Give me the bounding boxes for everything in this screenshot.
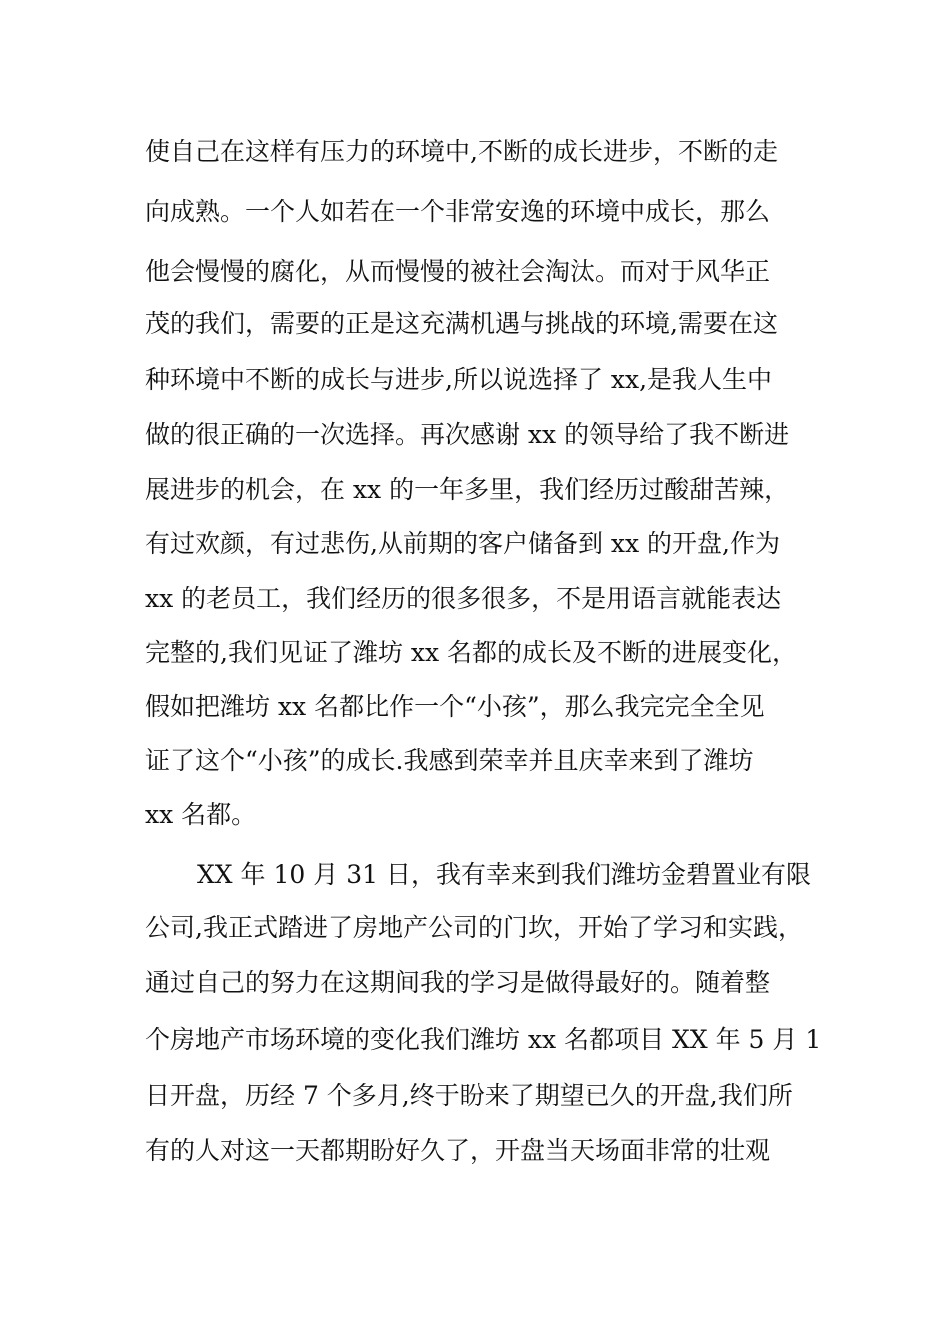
text-line: 日开盘，历经 7 个多月,终于盼来了期望已久的开盘,我们所 <box>145 1081 793 1110</box>
text-line: 个房地产市场环境的变化我们潍坊 xx 名都项目 XX 年 5 月 1 <box>145 1025 822 1054</box>
text-line: 完整的,我们见证了潍坊 xx 名都的成长及不断的进展变化， <box>145 638 798 667</box>
text-line: 做的很正确的一次选择。再次感谢 xx 的领导给了我不断进 <box>145 420 790 449</box>
text-line: xx 的老员工，我们经历的很多很多，不是用语言就能表达 <box>145 584 782 613</box>
text-line: 使自己在这样有压力的环境中,不断的成长进步，不断的走 <box>145 137 778 166</box>
text-line: 通过自己的努力在这期间我的学习是做得最好的。随着整 <box>145 968 771 997</box>
text-line: 茂的我们，需要的正是这充满机遇与挑战的环境,需要在这 <box>145 309 778 338</box>
text-line: XX 年 10 月 31 日，我有幸来到我们潍坊金碧置业有限 <box>197 860 811 889</box>
text-line: 假如把潍坊 xx 名都比作一个“小孩”，那么我完完全全见 <box>145 692 765 721</box>
text-line: 他会慢慢的腐化，从而慢慢的被社会淘汰。而对于风华正 <box>145 257 771 286</box>
text-line: 有的人对这一天都期盼好久了，开盘当天场面非常的壮观 <box>145 1136 771 1165</box>
text-line: 种环境中不断的成长与进步,所以说选择了 xx,是我人生中 <box>145 365 773 394</box>
text-line: 证了这个“小孩”的成长.我感到荣幸并且庆幸来到了潍坊 <box>145 746 754 775</box>
text-line: 向成熟。一个人如若在一个非常安逸的环境中成长，那么 <box>145 197 771 226</box>
text-line: 有过欢颜，有过悲伤,从前期的客户储备到 xx 的开盘,作为 <box>145 529 780 558</box>
text-line: xx 名都。 <box>145 800 257 829</box>
text-line: 公司,我正式踏进了房地产公司的门坎，开始了学习和实践， <box>145 913 803 942</box>
text-line: 展进步的机会，在 xx 的一年多里，我们经历过酸甜苦辣， <box>145 475 790 504</box>
